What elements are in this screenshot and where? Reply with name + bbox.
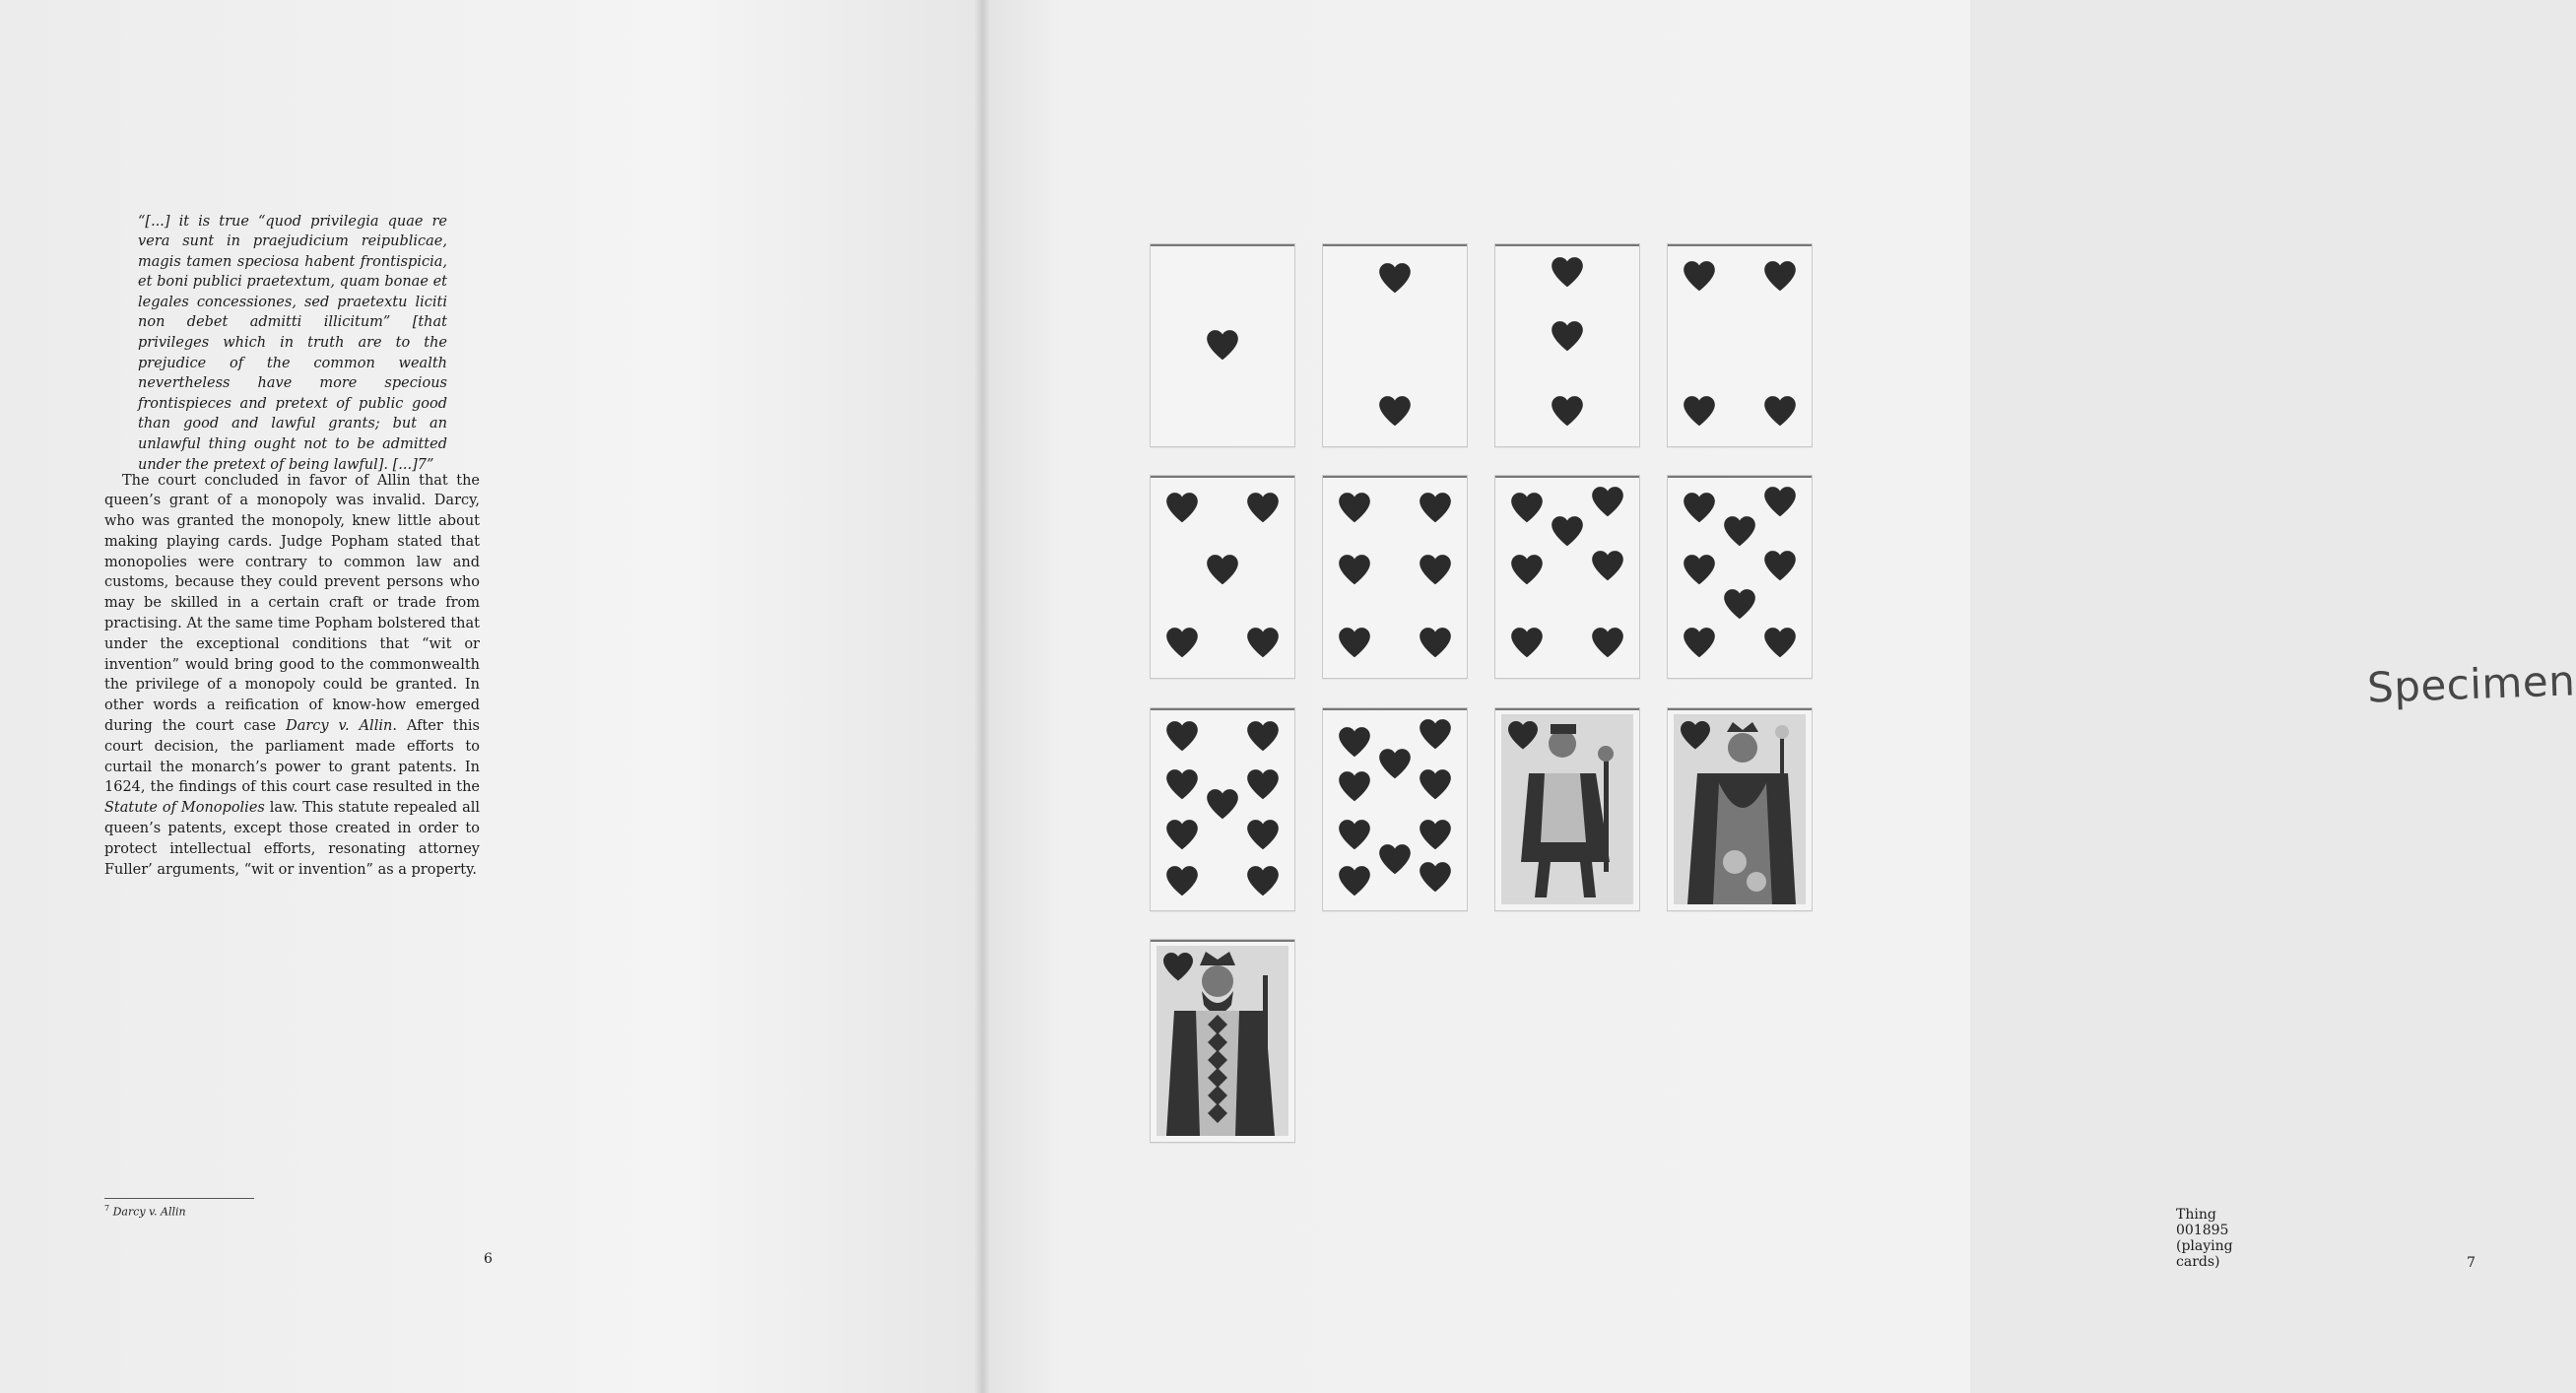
- card-edge: [1151, 476, 1294, 478]
- playing-card: [1322, 707, 1468, 911]
- footnote-text: Darcy v. Allin: [112, 1205, 186, 1219]
- heart-icon: [1376, 393, 1414, 431]
- heart-icon: [1761, 258, 1799, 296]
- heart-icon: [1761, 484, 1799, 521]
- heart-icon: [1589, 484, 1626, 521]
- card-edge: [1323, 244, 1467, 246]
- heart-icon: [1204, 552, 1241, 589]
- heart-icon: [1761, 393, 1799, 431]
- card-edge: [1323, 476, 1467, 478]
- body-paragraph: [104, 471, 480, 881]
- card-edge: [1151, 244, 1294, 246]
- heart-icon: [1163, 490, 1201, 527]
- heart-icon: [1244, 863, 1282, 900]
- heart-icon: [1681, 552, 1718, 589]
- right-page: [982, 0, 2576, 1393]
- figure-caption: Thing 001895 (playing cards): [2176, 1207, 2233, 1270]
- heart-icon: [1549, 254, 1586, 292]
- heart-icon: [1417, 552, 1454, 589]
- heart-icon: [1417, 716, 1454, 754]
- heart-icon: [1681, 490, 1718, 527]
- heart-icon: [1417, 766, 1454, 804]
- heart-icon: [1721, 586, 1758, 624]
- heart-icon: [1761, 625, 1799, 662]
- heart-icon: [1721, 513, 1758, 551]
- block-quote: “[...] it is true “quod privilegia quae re vera sunt in praejudicium reipublicae, magis tamen speciosa habent frontispicia, et boni publici praetextum, quam bonae et legales concessiones, sed praetextu liciti non debet admitti illicitum” [that privileges which in truth are to the prejudice of the common wealth nevertheless have more specious frontispieces and pretext of public good than good and lawful grants; but an unlawful thing ought not to be admitted under the pretext of being lawful]. [...]7”: [138, 213, 447, 473]
- card-edge: [1495, 244, 1639, 246]
- queen-illustration: [1674, 714, 1806, 904]
- left-page: [0, 0, 982, 1393]
- heart-icon: [1336, 768, 1373, 806]
- case-name: Darcy v. Allin: [286, 718, 393, 735]
- page-number-left: 6: [484, 1251, 493, 1267]
- page-number-right: 7: [2467, 1255, 2476, 1271]
- heart-icon: [1549, 318, 1586, 356]
- playing-card: [1494, 475, 1640, 679]
- body-text-part2: . After this court decision, the parliament made efforts to curtail the monarch’s power to grant patents. In 1624, the findings of this court case resulted in the: [104, 718, 480, 796]
- playing-card: [1494, 707, 1640, 911]
- heart-icon: [1508, 490, 1546, 527]
- heart-icon: [1336, 817, 1373, 854]
- heart-icon: [1336, 552, 1373, 589]
- book-gutter: [975, 0, 989, 1393]
- heart-icon: [1244, 490, 1282, 527]
- heart-icon: [1417, 490, 1454, 527]
- footnote-rule: [104, 1198, 254, 1199]
- heart-icon: [1336, 625, 1373, 662]
- heart-icon: [1163, 718, 1201, 756]
- heart-icon: [1589, 625, 1626, 662]
- heart-icon: [1417, 817, 1454, 854]
- heart-icon: [1681, 393, 1718, 431]
- body-text-part3: law. This statute repealed all queen’s patents, except those created in order to protect intellectual efforts, resonating attorney Fuller’ arguments, “wit or invention” as a property.: [104, 800, 480, 878]
- playing-card: [1667, 475, 1813, 679]
- heart-icon: [1204, 786, 1241, 824]
- heart-icon: [1163, 817, 1201, 854]
- heart-icon: [1417, 625, 1454, 662]
- card-edge: [1495, 708, 1639, 710]
- card-edge: [1151, 940, 1294, 942]
- heart-icon: [1163, 863, 1201, 900]
- heart-icon: [1508, 625, 1546, 662]
- heart-icon: [1549, 513, 1586, 551]
- playing-card: [1150, 939, 1295, 1143]
- heart-icon: [1244, 766, 1282, 804]
- heart-icon: [1376, 260, 1414, 298]
- card-edge: [1668, 708, 1812, 710]
- heart-icon: [1336, 863, 1373, 900]
- playing-card: [1667, 707, 1813, 911]
- heart-icon: [1761, 548, 1799, 585]
- playing-card: [1150, 707, 1295, 911]
- heart-icon: [1681, 625, 1718, 662]
- heart-icon: [1163, 625, 1201, 662]
- heart-icon: [1163, 766, 1201, 804]
- card-edge: [1668, 476, 1812, 478]
- king-illustration: [1156, 946, 1288, 1136]
- heart-icon: [1336, 490, 1373, 527]
- heart-icon: [1417, 859, 1454, 896]
- heart-icon: [1376, 746, 1414, 783]
- heart-icon: [1549, 393, 1586, 431]
- heart-icon: [1376, 841, 1414, 879]
- heart-icon: [1508, 552, 1546, 589]
- playing-card: [1322, 475, 1468, 679]
- specimen-stamp: Specimen: [2366, 656, 2576, 712]
- heart-icon: [1336, 724, 1373, 762]
- heart-icon: [1244, 625, 1282, 662]
- playing-card: [1322, 243, 1468, 447]
- card-edge: [1495, 476, 1639, 478]
- heart-icon: [1204, 327, 1241, 365]
- jack-illustration: [1501, 714, 1633, 904]
- heart-icon: [1681, 258, 1718, 296]
- playing-card: [1150, 243, 1295, 447]
- footnote: [104, 1204, 186, 1219]
- heart-icon: [1244, 718, 1282, 756]
- statute-name: Statute of Monopolies: [104, 800, 265, 817]
- body-text-part1: The court concluded in favor of Allin that the queen’s grant of a monopoly was invalid. Darcy, who was granted the monopoly, knew little about making playing cards. Judge Popham stated that monopolies were contrary to common law and customs, because they could prevent persons who may be skilled in a certain craft or trade from practising. At the same time Popham bolstered that under the exceptional conditions that “wit or invention” would bring good to the commonwealth the privilege of a monopoly could be granted. In other words a reification of know-how emerged during the court case: [104, 472, 480, 735]
- card-edge: [1151, 708, 1294, 710]
- playing-card: [1150, 475, 1295, 679]
- playing-card: [1667, 243, 1813, 447]
- heart-icon: [1244, 817, 1282, 854]
- card-edge: [1323, 708, 1467, 710]
- heart-icon: [1589, 548, 1626, 585]
- footnote-marker: 7: [104, 1204, 110, 1213]
- playing-card: [1494, 243, 1640, 447]
- card-edge: [1668, 244, 1812, 246]
